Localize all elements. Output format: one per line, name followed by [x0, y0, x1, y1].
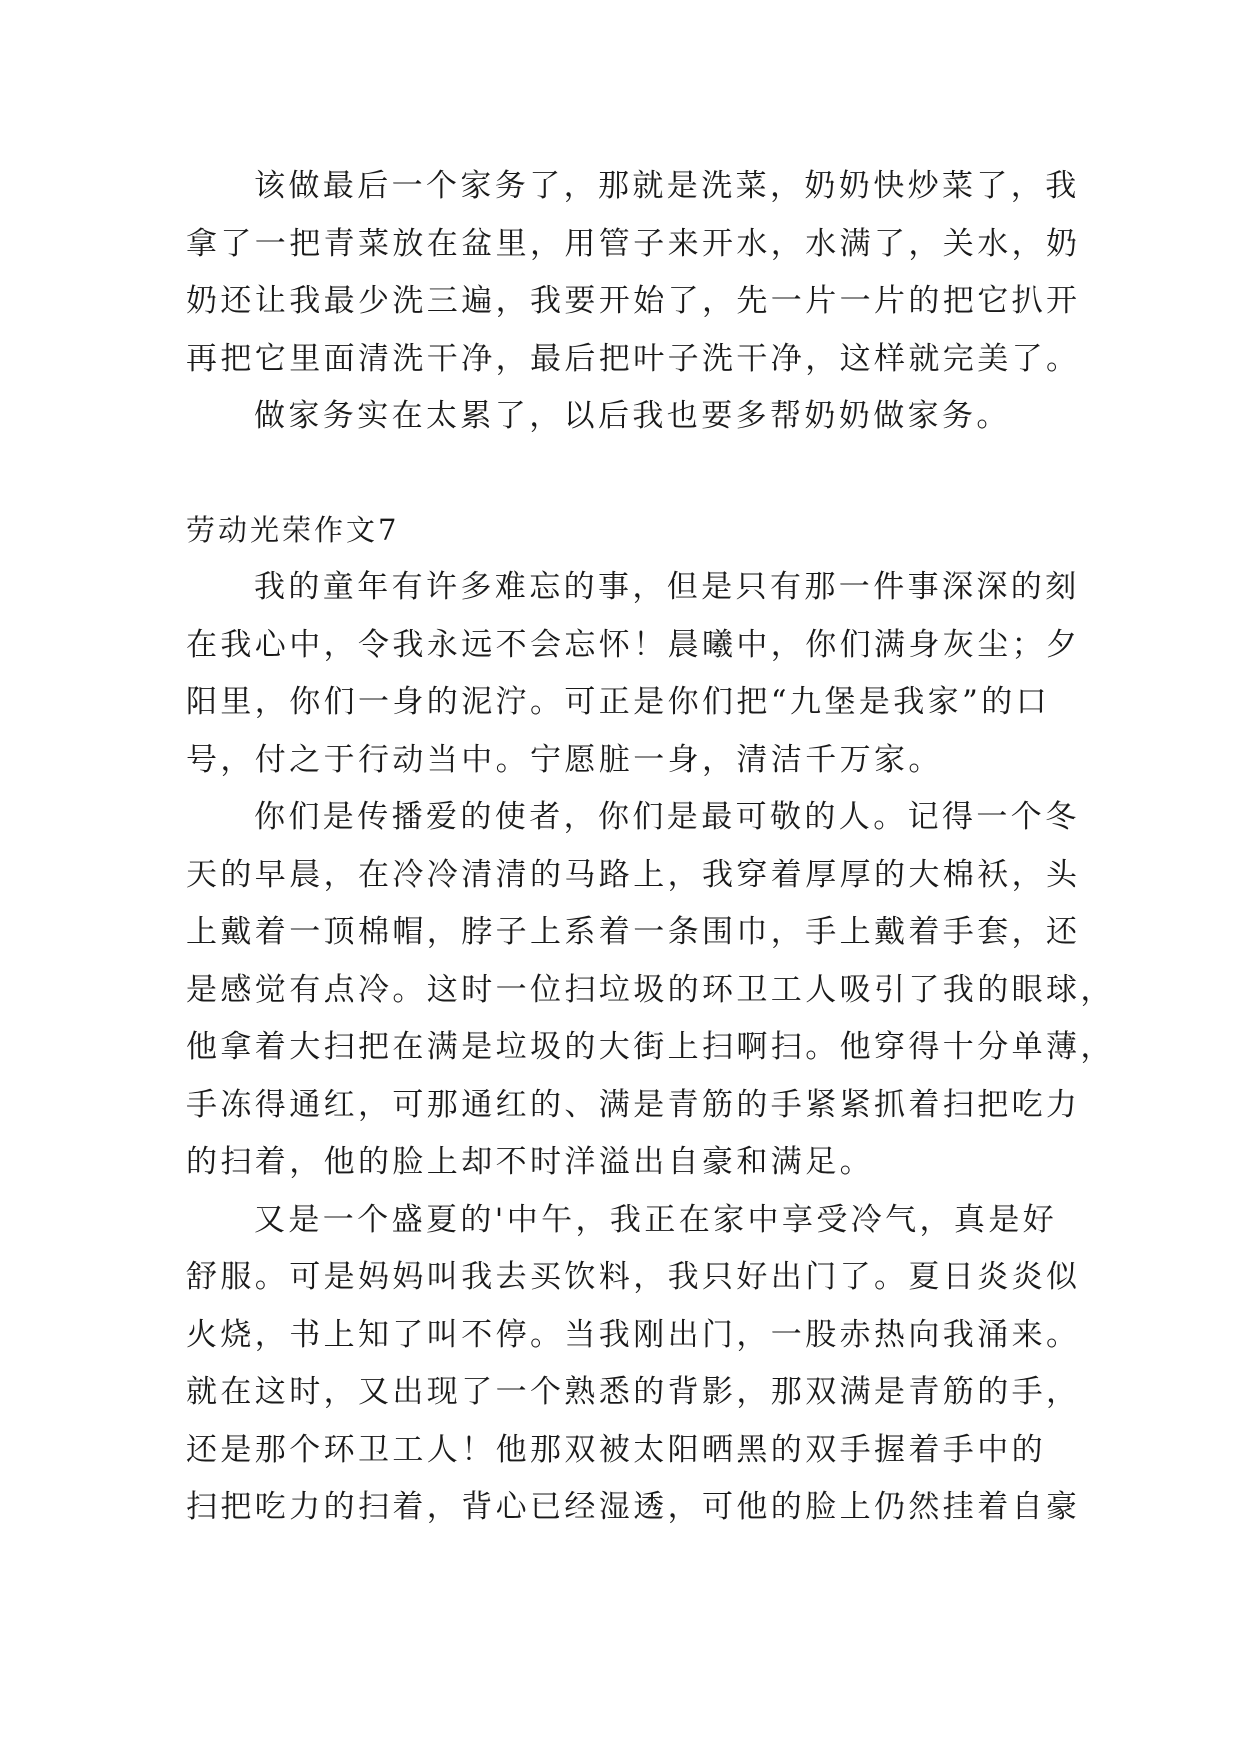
paragraph-line: 你们是传播爱的使者，你们是最可敬的人。记得一个冬 — [254, 799, 1080, 835]
paragraph-line: 火烧，书上知了叫不停。当我刚出门，一股赤热向我涌来。 — [186, 1316, 1081, 1353]
paragraph-line: 舒服。可是妈妈叫我去买饮料，我只好出门了。夏日炎炎似 — [186, 1259, 1081, 1295]
paragraph-line: 手冻得通红，可那通红的、满是青筋的手紧紧抓着扫把吃力 — [186, 1086, 1081, 1123]
paragraph-line: 我的童年有许多难忘的事，但是只有那一件事深深的刻 — [254, 569, 1080, 605]
paragraph-line: 奶还让我最少洗三遍，我要开始了，先一片一片的把它扒开 — [186, 283, 1081, 319]
paragraph-line: 的扫着，他的脸上却不时洋溢出自豪和满足。 — [186, 1144, 874, 1180]
paragraph-line: 号，付之于行动当中。宁愿脏一身，清洁千万家。 — [186, 741, 943, 778]
paragraph-line: 还是那个环卫工人！他那双被太阳晒黑的双手握着手中的 — [186, 1431, 1046, 1468]
document-page — [186, 158, 1115, 1537]
paragraph-line: 阳里，你们一身的泥泞。可正是你们把“九堡是我家”的口 — [186, 684, 1051, 720]
paragraph-line: 他拿着大扫把在满是垃圾的大街上扫啊扫。他穿得十分单薄， — [186, 1029, 1115, 1065]
paragraph-line: 在我心中，令我永远不会忘怀！晨曦中，你们满身灰尘；夕 — [186, 626, 1081, 663]
paragraph-line: 扫把吃力的扫着，背心已经湿透，可他的脸上仍然挂着自豪 — [186, 1489, 1081, 1525]
paragraph-line: 天的早晨，在冷冷清清的马路上，我穿着厚厚的大棉袄，头 — [186, 856, 1081, 893]
paragraph-line: 做家务实在太累了，以后我也要多帮奶奶做家务。 — [254, 398, 1011, 434]
paragraph-line: 该做最后一个家务了，那就是洗菜，奶奶快炒菜了，我 — [254, 168, 1080, 204]
paragraph-line: 是感觉有点冷。这时一位扫垃圾的环卫工人吸引了我的眼球， — [186, 971, 1115, 1008]
paragraph-line: 拿了一把青菜放在盆里，用管子来开水，水满了，关水，奶 — [186, 225, 1081, 262]
paragraph-line: 又是一个盛夏的'中午，我正在家中享受冷气，真是好 — [254, 1201, 1058, 1238]
paragraph-line: 就在这时，又出现了一个熟悉的背影，那双满是青筋的手， — [186, 1374, 1081, 1410]
paragraph-line: 再把它里面清洗干净，最后把叶子洗干净，这样就完美了。 — [186, 340, 1081, 377]
section-heading: 劳动光荣作文7 — [186, 512, 400, 547]
section-gap — [186, 446, 1066, 502]
paragraph-line: 上戴着一顶棉帽，脖子上系着一条围巾，手上戴着手套，还 — [186, 914, 1081, 950]
